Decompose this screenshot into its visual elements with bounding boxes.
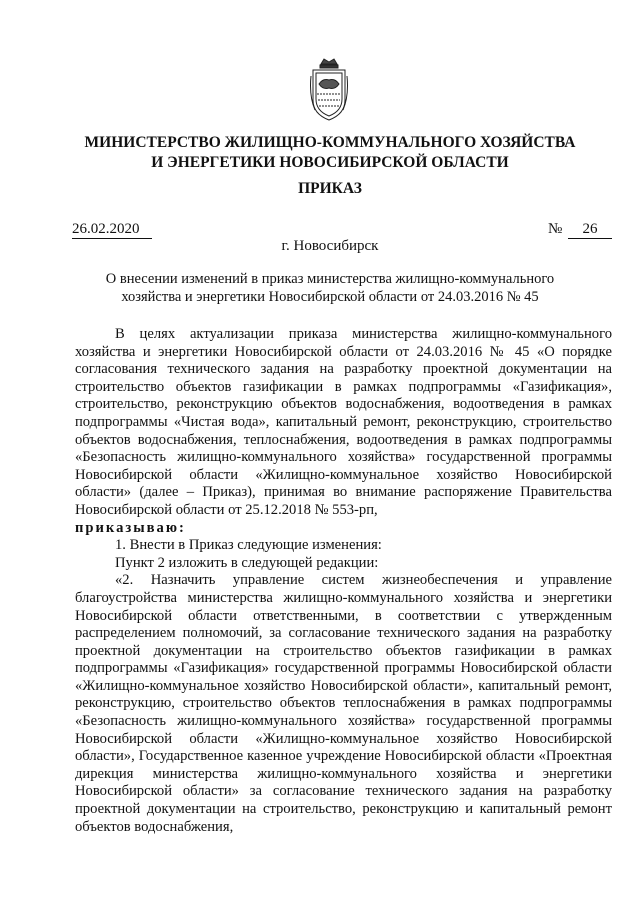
order-title: ПРИКАЗ [298,180,362,197]
order-word-paragraph [75,520,612,538]
order-subject-line2: хозяйства и энергетики Новосибирской области от 24.03.2016 № 45 [121,289,539,305]
quoted-paragraph: «2. Назначить управление систем жизнеобеспечения и управление благоустройства министерства жилищно-коммунального хозяйства и энергетики Новосибирской области ответственными, в соответствии с утвержденным распределением полномочий, за согласование технического задания на разработку проектной документации на строительство объектов газификации в рамках подпрограммы «Газификация» государственной программы Новосибирской области «Жилищно-коммунальное хозяйство Новосибирской области», капитальный ремонт, реконструкцию, строительство объектов теплоснабжения в рамках подпрограммы «Безопасность жилищно-коммунального хозяйства» государственной программы Новосибирской области «Жилищно-коммунальное хозяйство Новосибирской области», Государственное казенное учреждение Новосибирской области «Проектная дирекция министерства жилищно-коммунального хозяйства и энергетики Новосибирской области» за согласование технического задания на разработку проектной документации на строительство, реконструкцию и капитальный ремонт объектов водоснабжения, [75,572,612,835]
order-body [75,326,612,836]
ministry-name-line1: МИНИСТЕРСТВО ЖИЛИЩНО-КОММУНАЛЬНОГО ХОЗЯЙСТВА [84,134,576,151]
order-subject-line1: О внесении изменений в приказ министерства жилищно-коммунального [105,271,555,287]
coat-of-arms-icon [309,56,349,124]
ministry-name [60,133,600,173]
preamble-paragraph: В целях актуализации приказа министерства жилищно-коммунального хозяйства и энергетики Новосибирской области от 24.03.2016 № 45 «О порядке согласования технического задания на разработку проектной документации на строительство объектов газификации в рамках подпрограммы «Газификация», строительство, реконструкцию объектов водоснабжения, водоотведения в рамках подпрограммы «Чистая вода», капитальный ремонт, реконструкцию, строительство объектов водоснабжения, теплоснабжения, водоотведения в рамках подпрограммы «Безопасность жилищно-коммунального хозяйства» государственной программы Новосибирской области «Жилищно-коммунальное хозяйство Новосибирской области» (далее – Приказ), принимая во внимание распоряжение Правительства Новосибирской области от 25.12.2018 № 553-рп, [75,326,612,518]
item-1: 1. Внести в Приказ следующие изменения: [115,537,382,554]
order-number-label: № [548,221,563,237]
item-1-sub: Пункт 2 изложить в следующей редакции: [115,554,379,571]
order-subject [90,270,570,306]
order-word: приказываю: [75,519,186,536]
order-number: 26 [568,221,612,239]
ministry-name-line2: И ЭНЕРГЕТИКИ НОВОСИБИРСКОЙ ОБЛАСТИ [151,154,509,171]
order-date: 26.02.2020 [72,221,152,239]
city: г. Новосибирск [281,238,379,254]
